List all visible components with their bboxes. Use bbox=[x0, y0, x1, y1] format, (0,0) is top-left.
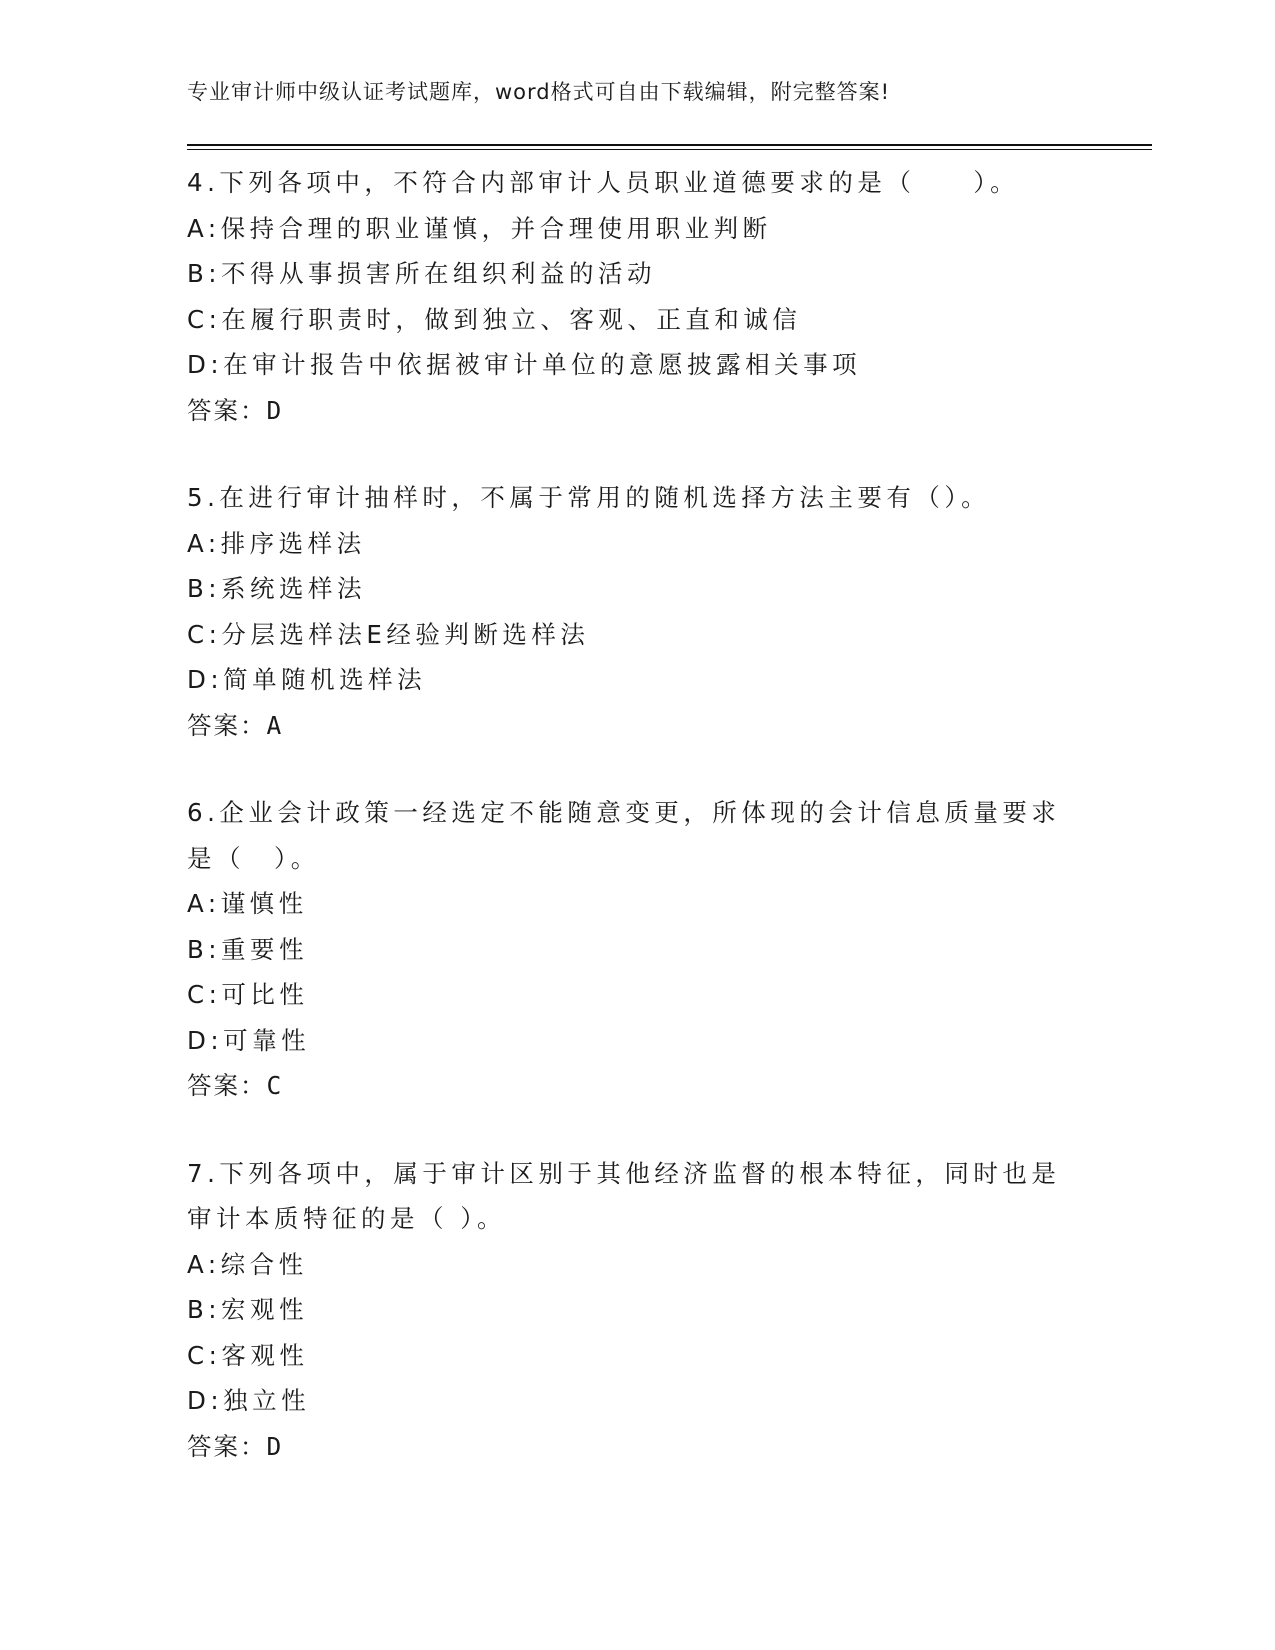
answer-value: D bbox=[266, 395, 282, 425]
answer-label: 答案： bbox=[187, 1431, 267, 1461]
question-stem: 4.下列各项中，不符合内部审计人员职业道德要求的是（ ）。 bbox=[187, 168, 1020, 197]
answer-line bbox=[187, 1424, 1087, 1470]
option-b: B:重要性 bbox=[187, 934, 309, 964]
question-stem: 5.在进行审计抽样时，不属于常用的随机选择方法主要有（）。 bbox=[187, 483, 991, 512]
answer-value: D bbox=[266, 1431, 282, 1461]
option-a: A:排序选样法 bbox=[187, 528, 366, 558]
question-stem: 7.下列各项中，属于审计区别于其他经济监督的根本特征，同时也是 bbox=[187, 1158, 1061, 1188]
question-7 bbox=[187, 1151, 1087, 1470]
option-b: B:不得从事损害所在组织利益的活动 bbox=[187, 259, 657, 288]
option-c: C:客观性 bbox=[187, 1340, 309, 1370]
question-stem-cont: 是（ ）。 bbox=[187, 843, 320, 873]
question-6 bbox=[187, 790, 1087, 1109]
option-a: A:保持合理的职业谨慎，并合理使用职业判断 bbox=[187, 213, 772, 243]
option-d: D:独立性 bbox=[187, 1386, 311, 1415]
header-rule-thick bbox=[187, 144, 1152, 146]
option-b: B:宏观性 bbox=[187, 1295, 309, 1324]
question-stem-cont: 审计本质特征的是（ ）。 bbox=[187, 1204, 507, 1233]
question-list bbox=[187, 160, 1087, 1511]
answer-label: 答案： bbox=[187, 395, 267, 425]
answer-label: 答案： bbox=[187, 710, 267, 740]
option-c: C:在履行职责时，做到独立、客观、正直和诚信 bbox=[187, 304, 802, 334]
answer-value: C bbox=[266, 1071, 282, 1100]
option-d: D:可靠性 bbox=[187, 1025, 311, 1055]
answer-line bbox=[187, 703, 1087, 749]
question-5 bbox=[187, 475, 1087, 748]
option-c: C:分层选样法E经验判断选样法 bbox=[187, 619, 590, 649]
option-c: C:可比性 bbox=[187, 980, 309, 1009]
answer-value: A bbox=[266, 710, 282, 740]
option-b: B:系统选样法 bbox=[187, 574, 367, 603]
option-a: A:谨慎性 bbox=[187, 889, 308, 918]
option-a: A:综合性 bbox=[187, 1249, 308, 1279]
question-stem: 6.企业会计政策一经选定不能随意变更，所体现的会计信息质量要求 bbox=[187, 798, 1061, 827]
option-d: D:在审计报告中依据被审计单位的意愿披露相关事项 bbox=[187, 350, 862, 379]
answer-line bbox=[187, 1063, 1087, 1109]
header-rule-thin bbox=[187, 149, 1152, 150]
answer-label: 答案： bbox=[187, 1071, 267, 1100]
page-header: 专业审计师中级认证考试题库，word格式可自由下载编辑，附完整答案! bbox=[187, 80, 891, 104]
question-4 bbox=[187, 160, 1087, 433]
option-d: D:简单随机选样法 bbox=[187, 665, 427, 694]
answer-line bbox=[187, 388, 1087, 434]
